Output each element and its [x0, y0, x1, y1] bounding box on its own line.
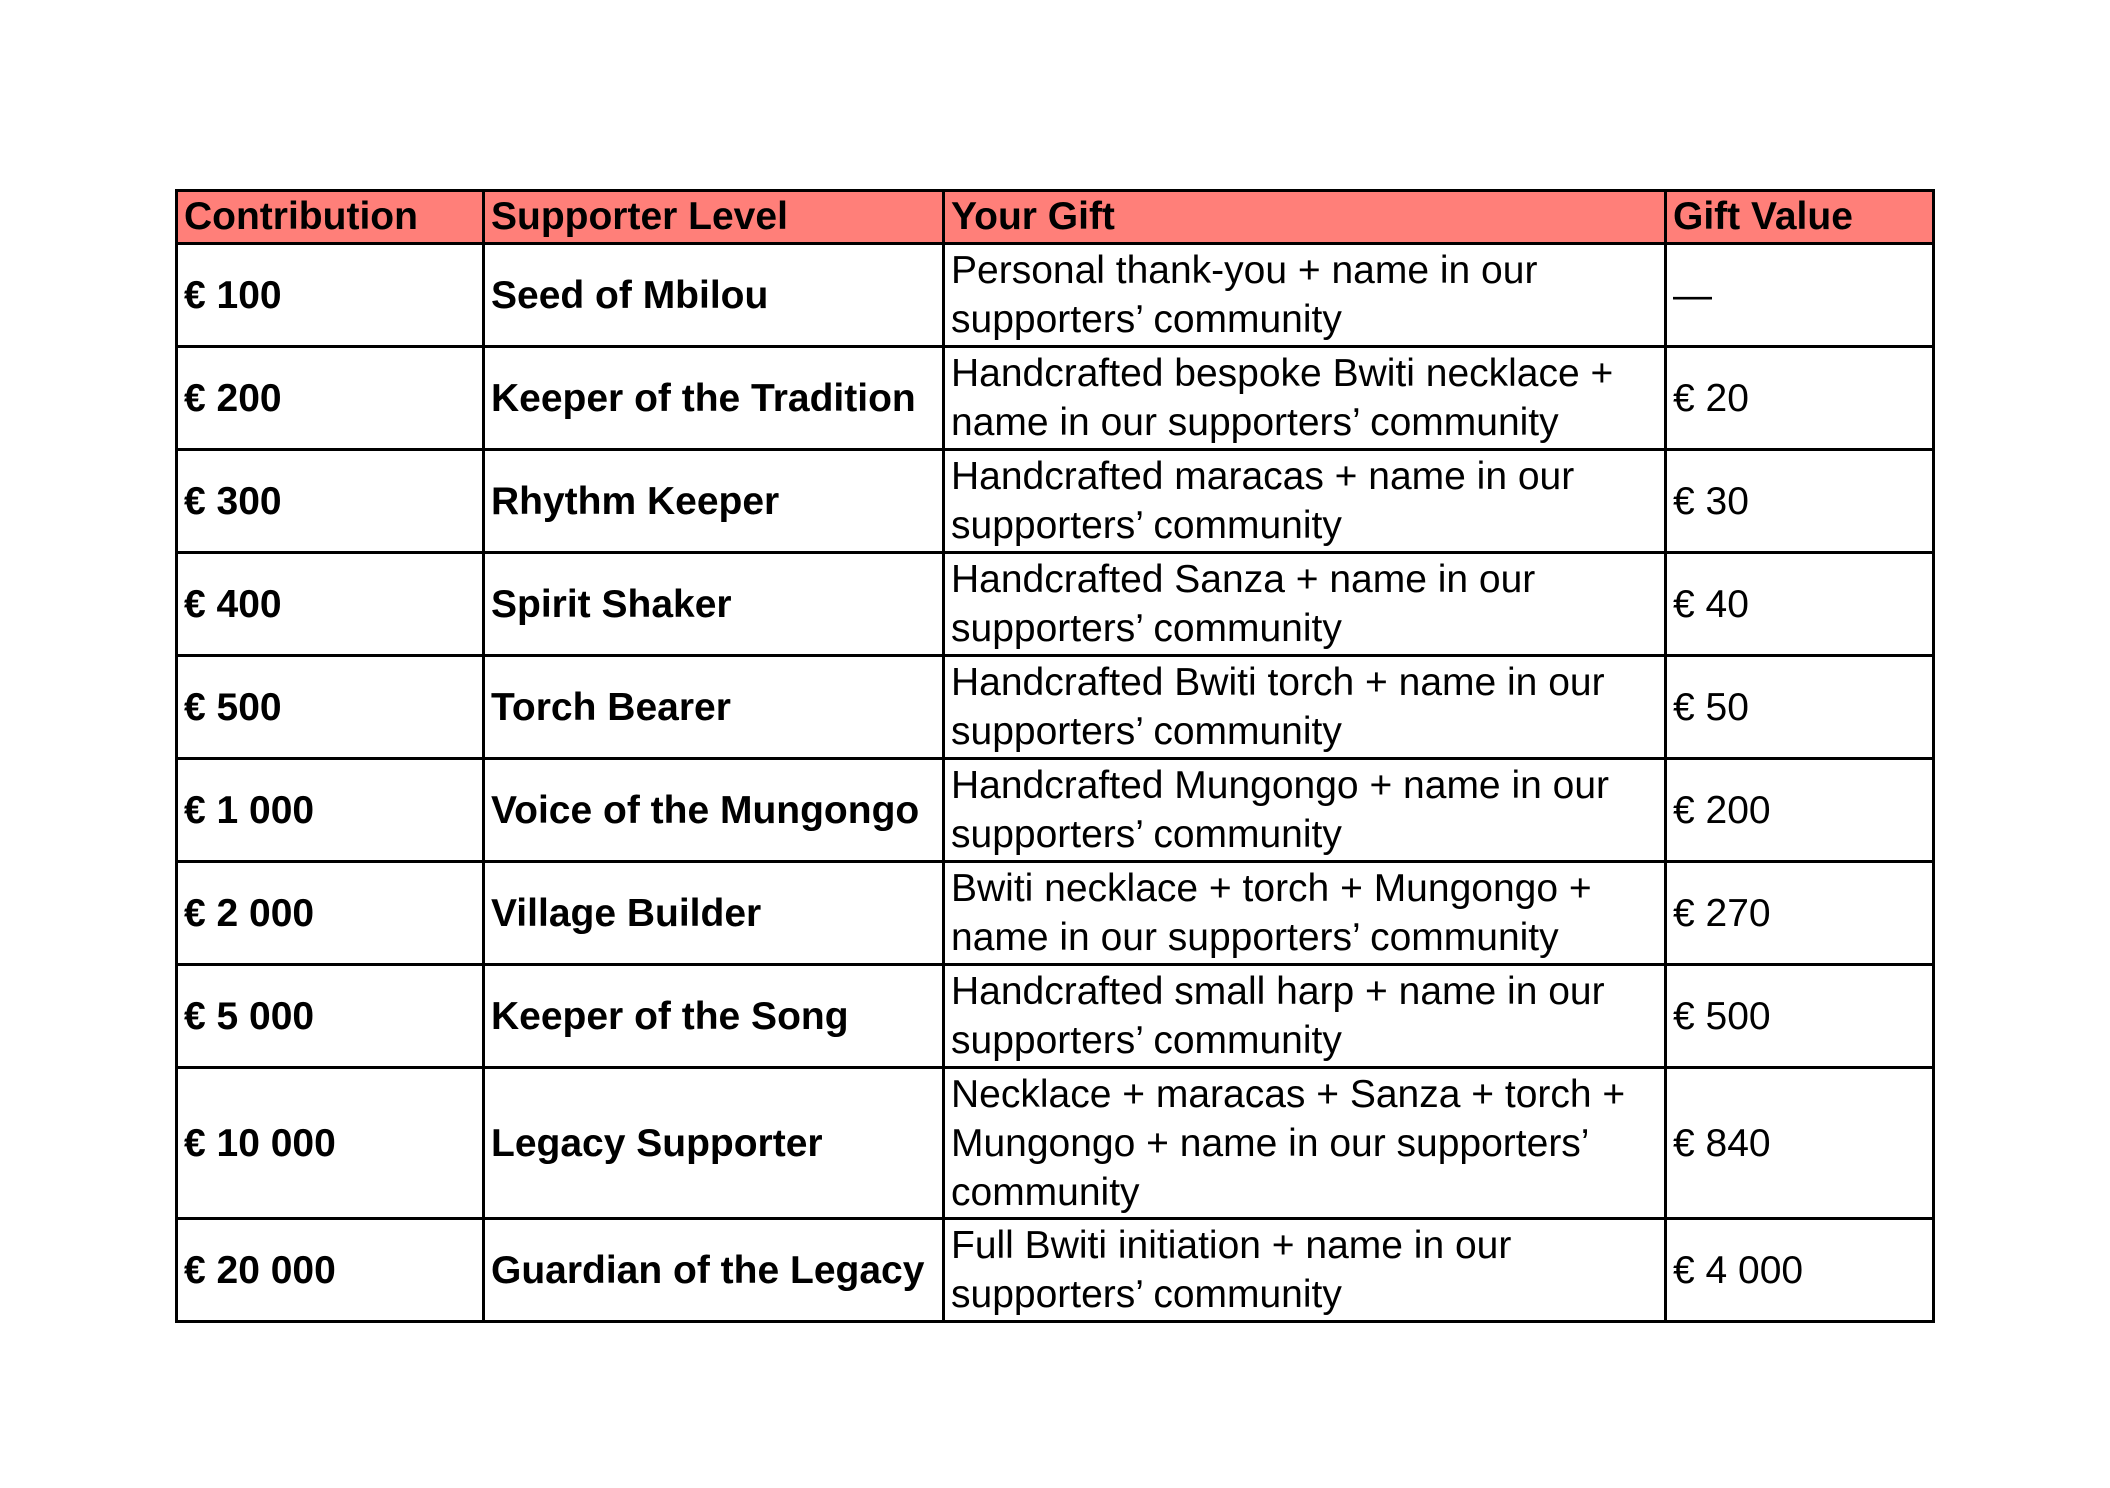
gift-value-cell: € 4 000 — [1666, 1219, 1934, 1322]
gift-cell: Handcrafted bespoke Bwiti necklace + name in our supporters’ community — [944, 347, 1666, 450]
gift-cell: Handcrafted small harp + name in our supporters’ community — [944, 965, 1666, 1068]
header-gift-value: Gift Value — [1666, 191, 1934, 244]
contribution-cell: € 5 000 — [177, 965, 484, 1068]
gift-cell: Handcrafted maracas + name in our supporters’ community — [944, 450, 1666, 553]
header-contribution: Contribution — [177, 191, 484, 244]
table-row — [177, 656, 1934, 759]
supporter-level-cell: Voice of the Mungongo — [484, 759, 944, 862]
contribution-cell: € 300 — [177, 450, 484, 553]
table-row — [177, 553, 1934, 656]
gift-cell: Personal thank-you + name in our supporters’ community — [944, 244, 1666, 347]
gift-value-cell: € 840 — [1666, 1068, 1934, 1219]
contribution-cell: € 400 — [177, 553, 484, 656]
supporter-level-cell: Rhythm Keeper — [484, 450, 944, 553]
gift-cell: Handcrafted Bwiti torch + name in our supporters’ community — [944, 656, 1666, 759]
table-row — [177, 759, 1934, 862]
contribution-cell: € 10 000 — [177, 1068, 484, 1219]
table-row — [177, 862, 1934, 965]
contribution-cell: € 1 000 — [177, 759, 484, 862]
gift-cell: Handcrafted Mungongo + name in our supporters’ community — [944, 759, 1666, 862]
table-row — [177, 965, 1934, 1068]
gift-value-cell: € 270 — [1666, 862, 1934, 965]
contribution-cell: € 20 000 — [177, 1219, 484, 1322]
gift-cell: Full Bwiti initiation + name in our supporters’ community — [944, 1219, 1666, 1322]
contribution-cell: € 100 — [177, 244, 484, 347]
supporter-tiers-sheet — [175, 189, 1932, 1323]
table-row — [177, 244, 1934, 347]
contribution-cell: € 200 — [177, 347, 484, 450]
supporter-level-cell: Village Builder — [484, 862, 944, 965]
table-row — [177, 450, 1934, 553]
supporter-tiers-table — [175, 189, 1935, 1323]
gift-cell: Bwiti necklace + torch + Mungongo + name in our supporters’ community — [944, 862, 1666, 965]
supporter-level-cell: Spirit Shaker — [484, 553, 944, 656]
table-header-row — [177, 191, 1934, 244]
gift-value-cell: € 40 — [1666, 553, 1934, 656]
gift-value-cell: € 500 — [1666, 965, 1934, 1068]
supporter-level-cell: Keeper of the Tradition — [484, 347, 944, 450]
gift-value-cell: € 20 — [1666, 347, 1934, 450]
gift-cell: Necklace + maracas + Sanza + torch + Mungongo + name in our supporters’ community — [944, 1068, 1666, 1219]
supporter-level-cell: Guardian of the Legacy — [484, 1219, 944, 1322]
table-row — [177, 347, 1934, 450]
gift-cell: Handcrafted Sanza + name in our supporters’ community — [944, 553, 1666, 656]
supporter-level-cell: Torch Bearer — [484, 656, 944, 759]
table-row — [177, 1219, 1934, 1322]
gift-value-cell: € 50 — [1666, 656, 1934, 759]
gift-value-cell: € 30 — [1666, 450, 1934, 553]
supporter-level-cell: Legacy Supporter — [484, 1068, 944, 1219]
header-supporter-level: Supporter Level — [484, 191, 944, 244]
header-your-gift: Your Gift — [944, 191, 1666, 244]
gift-value-cell: € 200 — [1666, 759, 1934, 862]
table-row — [177, 1068, 1934, 1219]
contribution-cell: € 2 000 — [177, 862, 484, 965]
supporter-level-cell: Seed of Mbilou — [484, 244, 944, 347]
supporter-level-cell: Keeper of the Song — [484, 965, 944, 1068]
contribution-cell: € 500 — [177, 656, 484, 759]
gift-value-cell: — — [1666, 244, 1934, 347]
